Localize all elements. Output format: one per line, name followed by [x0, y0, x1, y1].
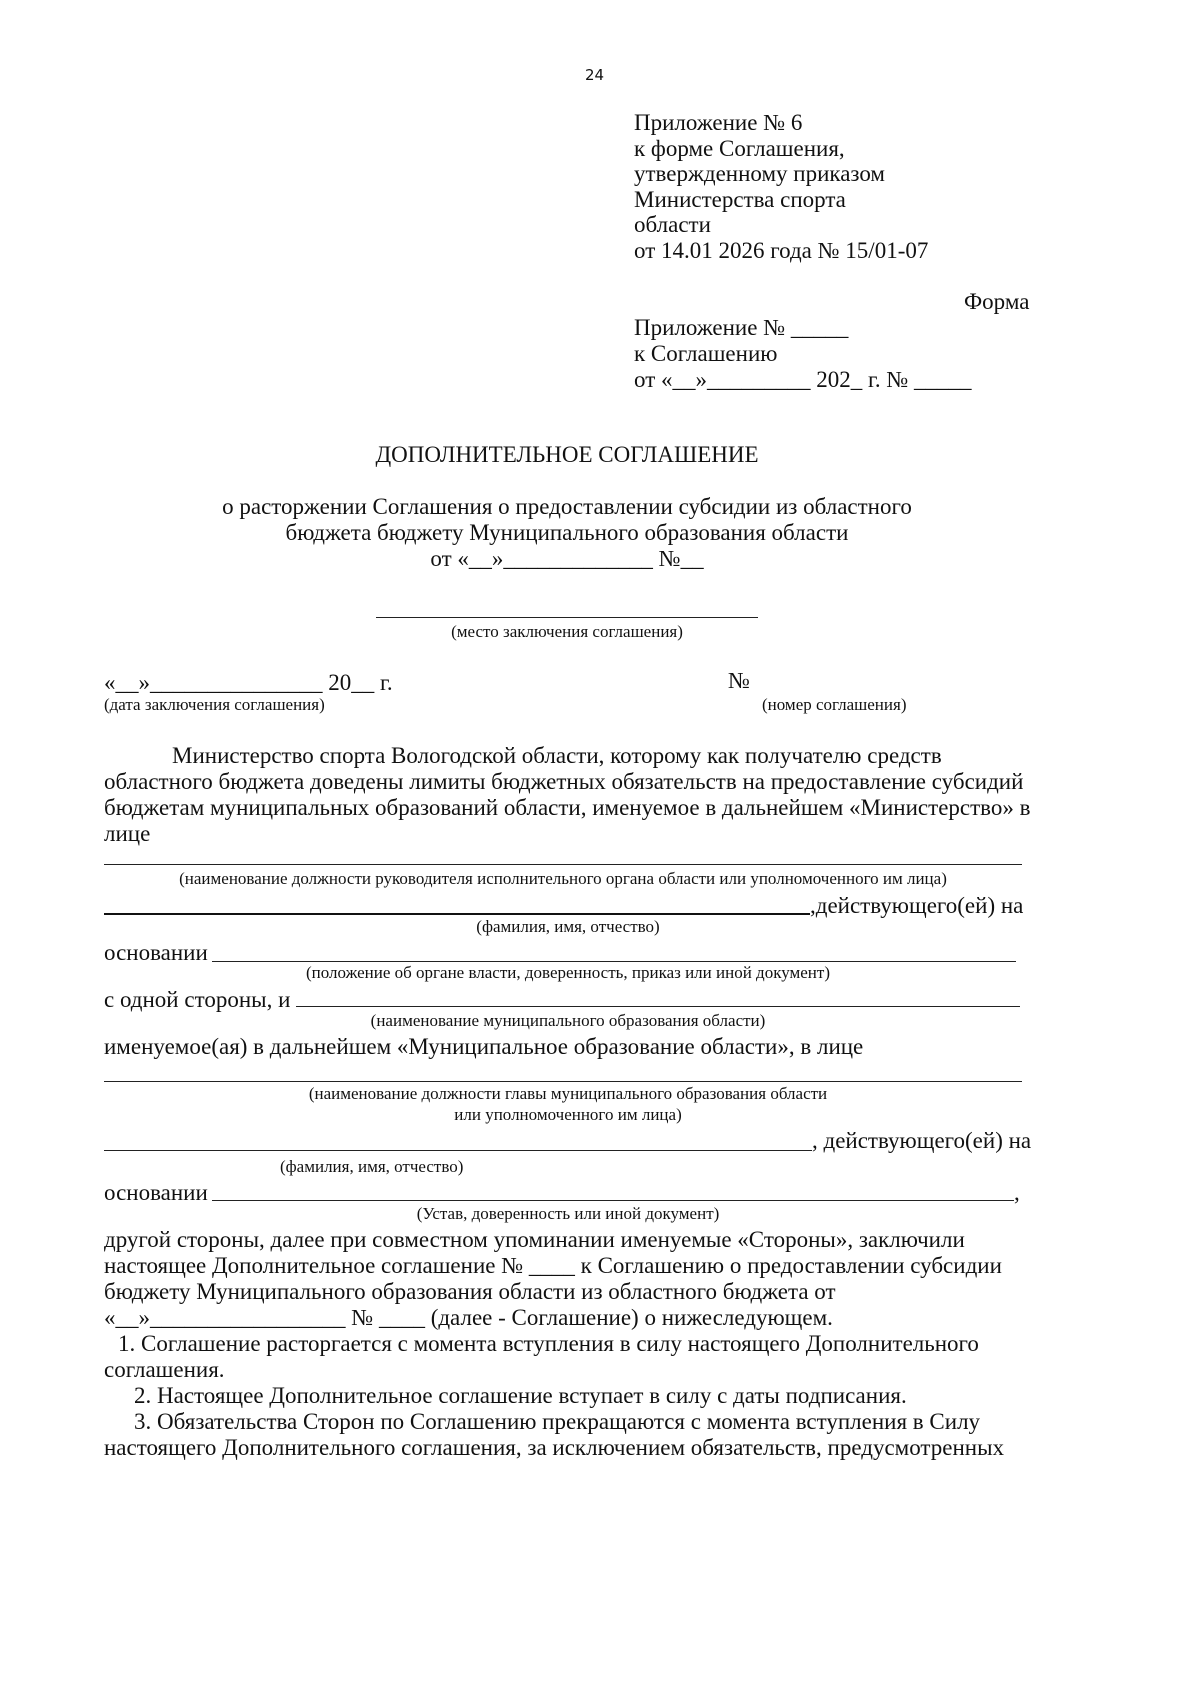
basis-word: основании — [104, 940, 208, 965]
other-side-line: «__»_________________ № ____ (далее - Соглашение) о нижеследующем. — [104, 1305, 833, 1330]
named-as-text: именуемое(ая) в дальнейшем «Муниципальное образование области», в лице — [104, 1034, 864, 1059]
other-side-line: настоящее Дополнительное соглашение № ____ к Соглашению о предоставлении субсидии — [104, 1253, 1002, 1278]
form-label: Форма — [964, 289, 1030, 314]
document-title: ДОПОЛНИТЕЛЬНОЕ СОГЛАШЕНИЕ — [375, 442, 759, 467]
subtitle-line: о расторжении Соглашения о предоставлении субсидии из областного — [222, 494, 912, 519]
head2-blank — [104, 1081, 1022, 1082]
other-side-line: бюджету Муниципального образования области из областного бюджета от — [104, 1279, 836, 1304]
acting-text: , действующего(ей) на — [812, 1128, 1032, 1153]
number-caption: (номер соглашения) — [762, 695, 907, 714]
appendix-line: от 14.01 2026 года № 15/01-07 — [634, 238, 929, 263]
clause-1: 1. Соглашение расторгается с момента вступления в силу настоящего Дополнительного — [118, 1331, 979, 1356]
attachment-line: от «__»_________ 202_ г. № _____ — [634, 367, 972, 392]
fio2-caption: (фамилия, имя, отчество) — [280, 1157, 464, 1176]
number-sign: № — [728, 668, 750, 693]
municipality-caption: (наименование муниципального образования области) — [370, 1011, 766, 1030]
head2-caption: или уполномоченного им лица) — [454, 1105, 682, 1124]
appendix-line: Приложение № 6 — [634, 110, 803, 135]
clause-2: 2. Настоящее Дополнительное соглашение вступает в силу с даты подписания. — [134, 1383, 907, 1408]
comma: , — [1014, 1180, 1020, 1205]
head2-caption: (наименование должности главы муниципального образования области — [308, 1084, 828, 1103]
basis2-blank — [212, 1200, 1014, 1201]
other-side-line: другой стороны, далее при совместном упоминании именуемые «Стороны», заключили — [104, 1227, 965, 1252]
intro-line: Министерство спорта Вологодской области, которому как получателю средств — [172, 743, 942, 768]
acting-text: ,действующего(ей) на — [810, 893, 1024, 918]
place-caption: (место заключения соглашения) — [451, 622, 683, 641]
subtitle-line: от «__»_____________ №__ — [430, 546, 704, 571]
intro-line: областного бюджета доведены лимиты бюджетных обязательств на предоставление субсидий — [104, 769, 1024, 794]
clause-1-cont: соглашения. — [104, 1357, 225, 1382]
fio2-blank — [104, 1150, 812, 1151]
appendix-line: Министерства спорта — [634, 187, 846, 212]
head-position-blank — [104, 864, 1022, 865]
date-line: «__»_______________ 20__ г. — [104, 670, 393, 695]
basis1-caption: (положение об органе власти, доверенность, приказ или иной документ) — [306, 963, 830, 982]
attachment-line: Приложение № _____ — [634, 315, 849, 340]
subtitle-line: бюджета бюджету Муниципального образования области — [285, 520, 849, 545]
one-side-text: с одной стороны, и — [104, 987, 291, 1012]
fio1-blank — [104, 913, 810, 915]
intro-line: лице — [104, 821, 151, 846]
clause-3-cont: настоящего Дополнительного соглашения, за исключением обязательств, предусмотренных — [104, 1435, 1005, 1460]
fio1-caption: (фамилия, имя, отчество) — [476, 917, 660, 936]
basis1-blank — [212, 961, 1016, 962]
appendix-line: к форме Соглашения, — [634, 136, 845, 161]
basis2-caption: (Устав, доверенность или иной документ) — [416, 1204, 720, 1223]
head-position-caption: (наименование должности руководителя исполнительного органа области или уполномоченного им лица) — [179, 869, 947, 888]
place-blank-line — [376, 617, 758, 618]
municipality-blank — [296, 1006, 1020, 1007]
basis-word: основании — [104, 1180, 208, 1205]
intro-line: бюджетам муниципальных образований области, именуемое в дальнейшем «Министерство» в — [104, 795, 1031, 820]
date-caption: (дата заключения соглашения) — [104, 695, 325, 714]
clause-3: 3. Обязательства Сторон по Соглашению прекращаются с момента вступления в Силу — [134, 1409, 981, 1434]
appendix-line: области — [634, 212, 711, 237]
appendix-line: утвержденному приказом — [634, 161, 885, 186]
attachment-line: к Соглашению — [634, 341, 778, 366]
page-number: 24 — [585, 66, 605, 84]
